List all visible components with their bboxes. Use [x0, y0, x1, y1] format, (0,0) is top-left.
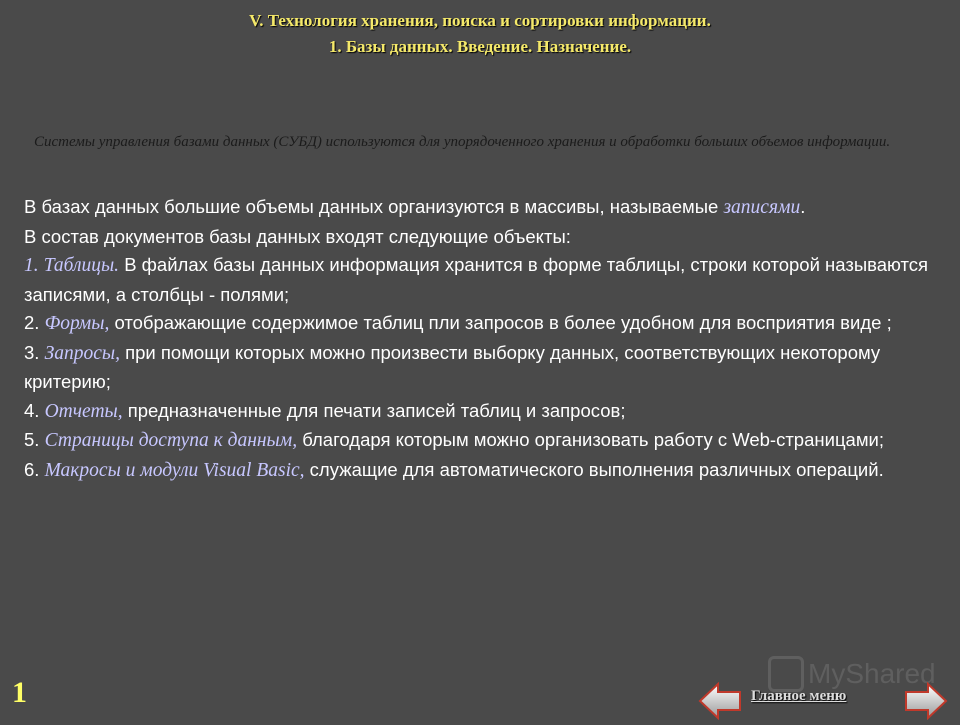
title-line-2: 1. Базы данных. Введение. Назначение. — [328, 37, 632, 56]
item-description: при помощи которых можно произвести выборку данных, соответствующих некоторому критерию; — [24, 341, 881, 392]
item-description: предназначенные для печати записей таблиц и запросов; — [122, 399, 626, 421]
list-item — [24, 426, 949, 456]
paragraph-records — [24, 193, 949, 223]
item-description: благодаря которым можно организовать работу с Web-страницами; — [297, 429, 885, 450]
item-description: отображающие содержимое таблиц пли запросов в более удобном для восприятия виде ; — [109, 312, 892, 333]
item-term: Формы, — [44, 313, 110, 334]
body-text — [24, 193, 949, 485]
list-item — [24, 251, 949, 309]
intro-paragraph: Системы управления базами данных (СУБД) используются для упорядоченного хранения и обработки больших объемов информации. — [34, 134, 891, 150]
item-number: 3. — [24, 341, 40, 363]
item-number: 6. — [24, 458, 40, 480]
navigation-bar — [698, 682, 948, 720]
item-number: 5. — [24, 429, 40, 450]
item-term: Запросы, — [44, 342, 120, 364]
item-term: Отчеты, — [44, 400, 123, 422]
item-number: 1. — [24, 255, 39, 276]
item-term: Таблицы. — [43, 255, 120, 276]
item-number: 2. — [24, 312, 40, 333]
watermark-text: MyShared — [808, 658, 936, 689]
next-slide-button[interactable] — [904, 682, 948, 720]
term-records: записями — [723, 197, 801, 218]
paragraph-objects: В состав документов базы данных входят следующие объекты: — [24, 225, 571, 247]
slide-title — [0, 8, 960, 60]
main-menu-link[interactable]: Главное меню — [751, 688, 847, 704]
item-term: Макросы и модули Visual Basic, — [44, 459, 305, 481]
item-description: В файлах базы данных информация хранится в форме таблицы, строки которой называются записями, а столбцы - полями; — [24, 254, 929, 305]
paragraph-end: . — [800, 196, 806, 217]
list-item — [24, 309, 949, 339]
list-item — [24, 339, 949, 397]
prev-slide-button[interactable] — [698, 682, 742, 720]
right-arrow-icon — [904, 682, 948, 720]
item-description: служащие для автоматического выполнения различных операций. — [304, 458, 884, 480]
title-line-1: V. Технология хранения, поиска и сортировки информации. — [249, 11, 711, 30]
page-number: 1 — [12, 676, 27, 709]
left-arrow-icon — [698, 682, 742, 720]
list-item — [24, 397, 949, 427]
list-item — [24, 456, 949, 486]
item-number: 4. — [24, 399, 40, 421]
paragraph-text: В базах данных большие объемы данных организуются в массивы, называемые — [24, 196, 724, 217]
item-term: Страницы доступа к данным, — [44, 430, 298, 451]
